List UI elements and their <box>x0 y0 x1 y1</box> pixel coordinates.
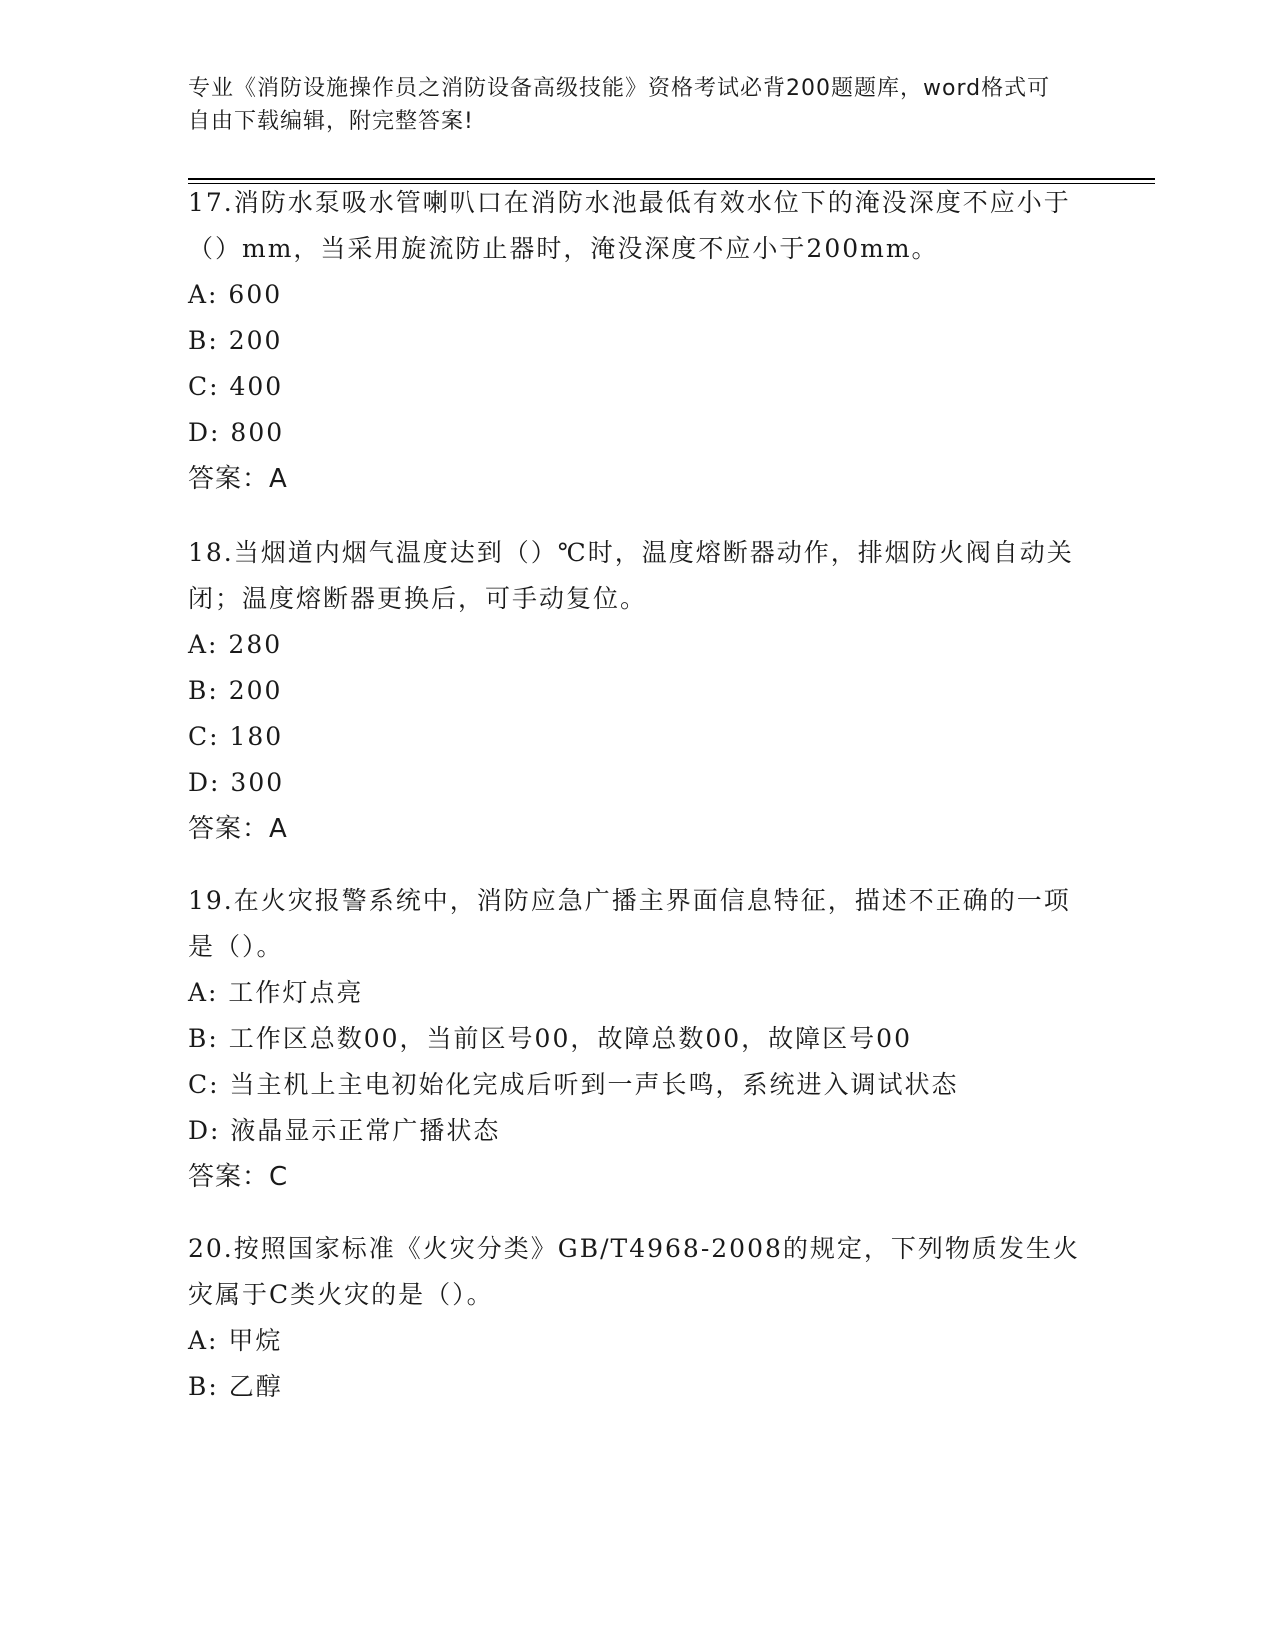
question-stem: 18.当烟道内烟气温度达到（）℃时，温度熔断器动作，排烟防火阀自动关闭；温度熔断器更换后，可手动复位。 <box>188 538 1074 613</box>
option-d: D: 液晶显示正常广播状态 <box>188 1116 501 1145</box>
question-18 <box>188 530 1088 852</box>
answer: 答案：A <box>188 814 288 844</box>
question-20 <box>188 1226 1088 1410</box>
option-c: C: 400 <box>188 372 284 401</box>
document-intro: 专业《消防设施操作员之消防设备高级技能》资格考试必背200题题库，word格式可自由下载编辑，附完整答案! <box>188 76 1051 134</box>
option-d: D: 800 <box>188 418 285 447</box>
answer: 答案：A <box>188 464 288 494</box>
option-a: A: 甲烷 <box>188 1326 283 1355</box>
option-a: A: 600 <box>188 280 283 309</box>
question-stem: 17.消防水泵吸水管喇叭口在消防水池最低有效水位下的淹没深度不应小于（）mm，当采用旋流防止器时，淹没深度不应小于200mm。 <box>188 188 1071 263</box>
question-stem: 19.在火灾报警系统中，消防应急广播主界面信息特征，描述不正确的一项是（）。 <box>188 886 1071 961</box>
option-b: B: 乙醇 <box>188 1372 283 1401</box>
question-19 <box>188 878 1088 1200</box>
question-17 <box>188 180 1088 502</box>
answer: 答案：C <box>188 1162 289 1192</box>
option-b: B: 工作区总数00，当前区号00，故障总数00，故障区号00 <box>188 1024 912 1053</box>
option-b: B: 200 <box>188 676 283 705</box>
option-c: C: 当主机上主电初始化完成后听到一声长鸣，系统进入调试状态 <box>188 1070 959 1099</box>
option-a: A: 工作灯点亮 <box>188 978 364 1007</box>
question-stem: 20.按照国家标准《火灾分类》GB/T4968-2008的规定，下列物质发生火灾属于C类火灾的是（）。 <box>188 1234 1080 1309</box>
option-d: D: 300 <box>188 768 285 797</box>
option-a: A: 280 <box>188 630 283 659</box>
option-c: C: 180 <box>188 722 284 751</box>
option-b: B: 200 <box>188 326 283 355</box>
